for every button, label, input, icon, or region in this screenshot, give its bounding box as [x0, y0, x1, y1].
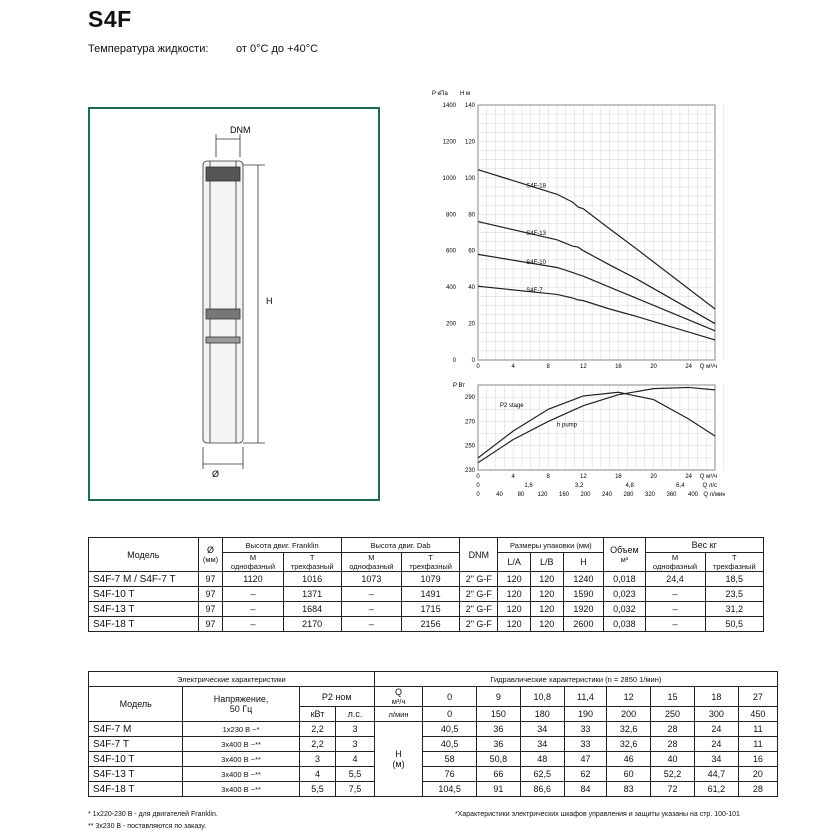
col-model: Модель	[89, 538, 199, 572]
table-cell: 120	[498, 602, 531, 617]
table-cell: 4	[299, 767, 336, 782]
franklin-t: Т трехфазный	[283, 553, 341, 572]
head-cell: 32,6	[607, 737, 651, 752]
q-lmin: 190	[564, 707, 607, 722]
series-label: P2 stage	[499, 402, 524, 409]
q-lmin: 300	[695, 707, 739, 722]
table-row	[89, 587, 764, 602]
qlmin-tick-label: 400	[687, 492, 699, 498]
x-tick-label: 20	[650, 364, 657, 370]
p2-tick-label: 290	[464, 395, 475, 402]
model-cell: S4F-10 T	[89, 752, 183, 767]
table-cell: 3x400 В ~**	[183, 752, 299, 767]
curve-s4f-7	[478, 286, 715, 340]
series-label: S4F-10	[526, 259, 546, 266]
dimensions-table	[88, 537, 764, 632]
p2-tick-label: 250	[464, 443, 475, 450]
table-cell: 2,2	[299, 722, 336, 737]
q-tick-label: 20	[650, 474, 657, 480]
x-tick-label: 24	[685, 364, 693, 370]
footnote-3: *Характеристики электрических шкафов управления и защиты указаны на стр. 100-101	[455, 811, 740, 818]
h-tick-label: 60	[468, 248, 475, 255]
table-cell: 1371	[283, 587, 341, 602]
qls-tick-label: 3,2	[574, 483, 584, 489]
p-tick-label: 200	[445, 321, 456, 328]
q-tick-label: 8	[546, 474, 550, 480]
head-cell: 84	[564, 782, 607, 797]
head-cell: 28	[651, 722, 695, 737]
q-tick-label: 16	[615, 474, 622, 480]
table-cell: –	[341, 587, 401, 602]
p2-tick-label: 270	[464, 419, 475, 426]
col-dnm: DNM	[460, 538, 498, 572]
table-cell: 120	[498, 617, 531, 632]
table-cell: 3x400 В ~**	[183, 737, 299, 752]
elec-header: Электрические характеристики	[89, 672, 375, 687]
h-tick-label: 20	[468, 321, 475, 328]
head-cell: 20	[738, 767, 777, 782]
head-cell: 58	[423, 752, 477, 767]
dnm-label: DNM	[230, 125, 251, 135]
table-cell: 3	[336, 737, 374, 752]
col2-lmin: л/мин	[374, 707, 423, 722]
head-cell: 72	[651, 782, 695, 797]
head-cell: 28	[651, 737, 695, 752]
model-cell: S4F-7 M / S4F-7 T	[89, 572, 199, 587]
head-cell: 33	[564, 737, 607, 752]
qls-tick-label: 6,4	[676, 483, 685, 489]
col-volume: Объем м³	[604, 538, 645, 572]
qlmin-tick-label: 80	[517, 492, 525, 498]
table-cell: 3x400 В ~**	[183, 767, 299, 782]
pump-drawing-frame	[88, 107, 380, 501]
table-cell: 1590	[563, 587, 604, 602]
qlmin-tick-label: 40	[496, 492, 503, 498]
curve-s4f-18	[478, 170, 715, 309]
col2-kw: кВт	[299, 707, 336, 722]
table-cell: 18,5	[705, 572, 763, 587]
head-cell: 40,5	[423, 737, 477, 752]
table-cell: 3	[299, 752, 336, 767]
qls-axis-label: Q л/с	[702, 483, 717, 489]
table-cell: 1079	[401, 572, 459, 587]
qlmin-tick-label: 160	[558, 492, 570, 498]
model-cell: S4F-13 T	[89, 767, 183, 782]
table-cell: 97	[198, 617, 223, 632]
table-row	[89, 782, 778, 797]
table-cell: –	[341, 617, 401, 632]
pack-h: H	[563, 553, 604, 572]
qlmin-tick-label: 240	[601, 492, 613, 498]
curve-p2-stage	[478, 387, 715, 462]
col-weight: Вес кг	[645, 538, 764, 553]
col2-model: Модель	[89, 687, 183, 722]
head-cell: 61,2	[695, 782, 739, 797]
q-lmin: 150	[476, 707, 520, 722]
table-cell: 1920	[563, 602, 604, 617]
table-row	[89, 572, 764, 587]
temperature-value: от 0°С до +40°С	[236, 43, 319, 55]
head-cell: 44,7	[695, 767, 739, 782]
table-cell: 1684	[283, 602, 341, 617]
table-cell: 3	[336, 722, 374, 737]
franklin-m: М однофазный	[223, 553, 283, 572]
table-cell: 2" G-F	[460, 602, 498, 617]
page-title: S4F	[88, 6, 132, 32]
table-cell: 1073	[341, 572, 401, 587]
q-m3: 18	[695, 687, 739, 707]
q-axis-label: Q м³/ч	[699, 474, 717, 480]
table-cell: 2156	[401, 617, 459, 632]
series-label: h pump	[557, 422, 578, 429]
h-tick-label: 140	[464, 103, 475, 109]
q-m3: 0	[423, 687, 477, 707]
col-dab: Высота двиг. Dab	[341, 538, 459, 553]
table-cell: 120	[530, 572, 563, 587]
performance-chart-svg	[420, 85, 725, 525]
table-cell: –	[645, 602, 705, 617]
table-cell: 2" G-F	[460, 572, 498, 587]
table-cell: 50,5	[705, 617, 763, 632]
table-cell: 1240	[563, 572, 604, 587]
head-cell: 36	[476, 722, 520, 737]
table-cell: 0,032	[604, 602, 645, 617]
curve-s4f-13	[478, 222, 715, 324]
table-row	[89, 752, 778, 767]
weight-t: Т трехфазный	[705, 553, 763, 572]
model-cell: S4F-18 T	[89, 782, 183, 797]
weight-m: М однофазный	[645, 553, 705, 572]
qlmin-tick-label: 280	[623, 492, 634, 498]
qlmin-tick-label: 320	[644, 492, 656, 498]
qls-tick-label: 4,8	[625, 483, 634, 489]
x-tick-label: 12	[579, 364, 587, 370]
q-lmin: 250	[651, 707, 695, 722]
head-cell: 34	[520, 737, 564, 752]
head-cell: 11	[738, 737, 777, 752]
model-cell: S4F-7 M	[89, 722, 183, 737]
table-cell: 0,018	[604, 572, 645, 587]
q-tick-label: 0	[476, 474, 480, 480]
q-m3: 10,8	[520, 687, 564, 707]
table-cell: 4	[336, 752, 374, 767]
q-tick-label: 12	[579, 474, 587, 480]
table-cell: 31,2	[705, 602, 763, 617]
series-label: S4F-7	[526, 287, 543, 294]
table-cell: 1016	[283, 572, 341, 587]
diameter-label: Ø	[212, 469, 220, 479]
hydr-header: Гидравлические характеристики (n = 2850 1/мин)	[374, 672, 777, 687]
qls-tick-label: 1,6	[524, 483, 533, 489]
x-tick-label: 16	[615, 364, 622, 370]
qlmin-tick-label: 120	[537, 492, 548, 498]
footnote-2: ** 3x230 В - поставляются по заказу.	[88, 823, 207, 830]
head-cell: 66	[476, 767, 520, 782]
pump-drawing	[90, 109, 378, 499]
qlmin-tick-label: Q л/мин	[703, 492, 725, 498]
table-cell: 5,5	[299, 782, 336, 797]
head-cell: 34	[695, 752, 739, 767]
temperature-label: Температура жидкости:	[88, 43, 209, 55]
q-m3: 11,4	[564, 687, 607, 707]
table-row	[89, 737, 778, 752]
series-label: S4F-18	[526, 183, 546, 190]
head-cell: 62,5	[520, 767, 564, 782]
q-tick-label: 24	[685, 474, 693, 480]
col2-volt: Напряжение, 50 Гц	[183, 687, 299, 722]
h-tick-label: 80	[468, 212, 475, 219]
head-cell: 50,8	[476, 752, 520, 767]
series-label: S4F-13	[526, 230, 546, 237]
head-cell: 11	[738, 722, 777, 737]
head-cell: 83	[607, 782, 651, 797]
x-axis-label: Q м³/ч	[699, 364, 717, 370]
dab-t: Т трехфазный	[401, 553, 459, 572]
h-tick-label: 0	[471, 358, 475, 364]
col2-hp: л.с.	[336, 707, 374, 722]
table-cell: 0,038	[604, 617, 645, 632]
head-cell: 33	[564, 722, 607, 737]
curve-s4f-10	[478, 254, 715, 331]
table-cell: –	[223, 617, 283, 632]
table-cell: 97	[198, 572, 223, 587]
p-tick-label: 800	[445, 212, 456, 219]
table-cell: 120	[530, 602, 563, 617]
x-tick-label: 0	[476, 364, 480, 370]
col-diameter: Ø (мм)	[198, 538, 223, 572]
h-tick-label: 100	[464, 175, 475, 182]
head-cell: 62	[564, 767, 607, 782]
model-cell: S4F-18 T	[89, 617, 199, 632]
table-cell: –	[223, 602, 283, 617]
head-cell: 28	[738, 782, 777, 797]
table-cell: –	[341, 602, 401, 617]
qlmin-tick-label: 360	[666, 492, 677, 498]
q-lmin: 180	[520, 707, 564, 722]
head-unit-cell: H (м)	[374, 722, 423, 797]
p-tick-label: 0	[452, 358, 456, 364]
q-m3: 27	[738, 687, 777, 707]
q-tick-label: 4	[511, 474, 515, 480]
h-tick-label: 40	[468, 285, 475, 292]
col2-q: Q м³/ч	[374, 687, 423, 707]
table-cell: –	[645, 587, 705, 602]
table-cell: 24,4	[645, 572, 705, 587]
table-cell: 3x400 В ~**	[183, 782, 299, 797]
q-m3: 9	[476, 687, 520, 707]
table-row	[89, 722, 778, 737]
table-cell: 120	[530, 587, 563, 602]
p-kpa-label: P кПа	[432, 91, 448, 97]
table-row	[89, 617, 764, 632]
q-lmin: 450	[738, 707, 777, 722]
table-cell: –	[223, 587, 283, 602]
head-cell: 32,6	[607, 722, 651, 737]
qlmin-tick-label: 200	[580, 492, 591, 498]
p-tick-label: 600	[445, 248, 456, 255]
table-cell: 5,5	[336, 767, 374, 782]
performance-charts	[420, 85, 725, 530]
table-cell: 97	[198, 587, 223, 602]
table-cell: 2600	[563, 617, 604, 632]
table-cell: 120	[530, 617, 563, 632]
h-m-label: H м	[460, 91, 471, 97]
head-cell: 24	[695, 722, 739, 737]
p-tick-label: 1000	[442, 175, 456, 182]
table-cell: 0,023	[604, 587, 645, 602]
table-row	[89, 602, 764, 617]
q-m3: 12	[607, 687, 651, 707]
table-cell: 1x230 В ~*	[183, 722, 299, 737]
pack-lb: L/B	[530, 553, 563, 572]
head-cell: 47	[564, 752, 607, 767]
h-label: H	[266, 296, 273, 306]
model-cell: S4F-13 T	[89, 602, 199, 617]
table-cell: 2" G-F	[460, 587, 498, 602]
p-tick-label: 1200	[442, 139, 456, 146]
q-lmin: 200	[607, 707, 651, 722]
qls-tick-label: 0	[476, 483, 480, 489]
q-m3: 15	[651, 687, 695, 707]
head-cell: 104,5	[423, 782, 477, 797]
head-cell: 46	[607, 752, 651, 767]
head-cell: 48	[520, 752, 564, 767]
qlmin-tick-label: 0	[476, 492, 480, 498]
head-cell: 52,2	[651, 767, 695, 782]
head-cell: 16	[738, 752, 777, 767]
col-franklin: Высота двиг. Franklin	[223, 538, 341, 553]
col2-p2: P2 ном	[299, 687, 374, 707]
table-row	[89, 767, 778, 782]
pack-la: L/A	[498, 553, 531, 572]
table-cell: 1491	[401, 587, 459, 602]
head-cell: 40	[651, 752, 695, 767]
table-cell: 120	[498, 572, 531, 587]
col-pack: Размеры упаковки (мм)	[498, 538, 604, 553]
p-tick-label: 400	[445, 285, 456, 292]
model-cell: S4F-10 T	[89, 587, 199, 602]
characteristics-table	[88, 671, 778, 797]
x-tick-label: 4	[511, 364, 515, 370]
x-tick-label: 8	[546, 364, 550, 370]
head-cell: 91	[476, 782, 520, 797]
table-cell: 1120	[223, 572, 283, 587]
table-cell: 23,5	[705, 587, 763, 602]
p2-tick-label: 230	[464, 468, 475, 474]
model-cell: S4F-7 T	[89, 737, 183, 752]
table-cell: –	[645, 617, 705, 632]
chart2-frame	[478, 385, 715, 470]
q-lmin: 0	[423, 707, 477, 722]
h-tick-label: 120	[464, 139, 475, 146]
head-cell: 40,5	[423, 722, 477, 737]
dab-m: М однофазный	[341, 553, 401, 572]
table-cell: 1715	[401, 602, 459, 617]
head-cell: 24	[695, 737, 739, 752]
head-cell: 86,6	[520, 782, 564, 797]
head-cell: 34	[520, 722, 564, 737]
p-tick-label: 1400	[442, 103, 456, 109]
table-cell: 2,2	[299, 737, 336, 752]
footnote-1: * 1x220-230 В - для двигателей Franklin.	[88, 811, 218, 818]
table-cell: 2" G-F	[460, 617, 498, 632]
temperature-line	[88, 43, 319, 55]
table-cell: 97	[198, 602, 223, 617]
head-cell: 60	[607, 767, 651, 782]
p2-axis-label: P Вт	[453, 383, 466, 389]
head-cell: 76	[423, 767, 477, 782]
table-cell: 2170	[283, 617, 341, 632]
table-cell: 7,5	[336, 782, 374, 797]
head-cell: 36	[476, 737, 520, 752]
table-cell: 120	[498, 587, 531, 602]
